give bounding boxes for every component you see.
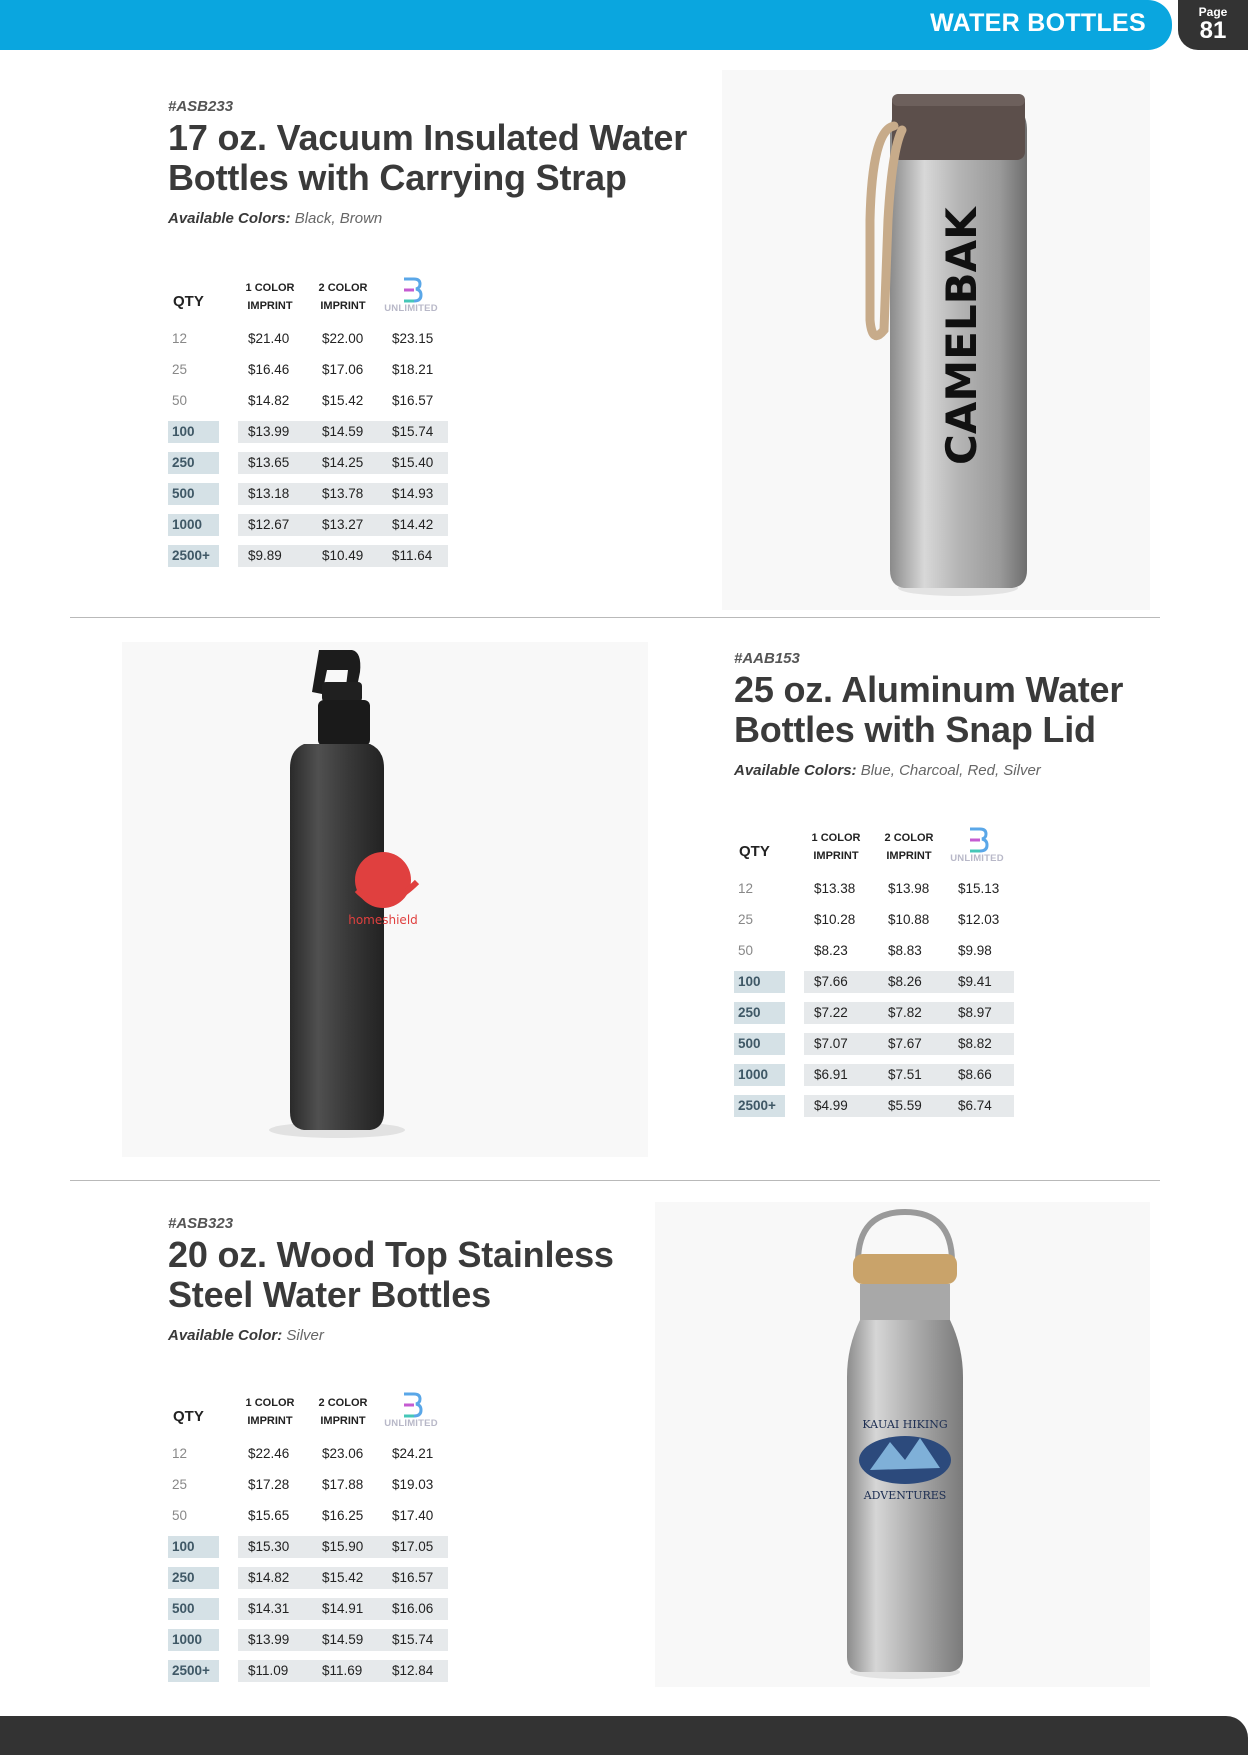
unlimited-price: $16.57	[392, 393, 434, 408]
product-title-line: Steel Water Bottles	[168, 1274, 491, 1315]
price-cells	[238, 452, 448, 474]
unlimited-price: $11.64	[392, 548, 433, 563]
price-cells	[804, 909, 1014, 931]
unlimited-price: $14.42	[392, 517, 434, 532]
unlimited-price: $18.21	[392, 362, 434, 377]
available-colors	[168, 210, 728, 227]
unlimited-header	[380, 1390, 442, 1434]
table-row	[734, 873, 1024, 904]
qty-cell: 1000	[168, 1629, 219, 1651]
one-color-price: $15.30	[248, 1539, 290, 1554]
price-cells	[238, 1505, 448, 1527]
qty-cell: 100	[168, 1536, 219, 1558]
colors-value: Black, Brown	[294, 210, 383, 227]
table-row	[168, 509, 458, 540]
one-color-price: $6.91	[814, 1067, 848, 1082]
available-colors	[734, 762, 1248, 779]
table-row	[168, 385, 458, 416]
header-line: IMPRINT	[247, 300, 293, 312]
one-color-header	[806, 829, 866, 865]
unlimited-price: $24.21	[392, 1446, 434, 1461]
one-color-price: $11.09	[248, 1663, 289, 1678]
two-color-price: $14.59	[322, 424, 364, 439]
one-color-price: $16.46	[248, 362, 290, 377]
one-color-price: $14.82	[248, 393, 290, 408]
table-row	[168, 447, 458, 478]
qty-header: QTY	[739, 843, 770, 860]
two-color-price: $15.90	[322, 1539, 364, 1554]
price-cells	[238, 1598, 448, 1620]
header-line: IMPRINT	[320, 1415, 366, 1427]
one-color-price: $7.66	[814, 974, 848, 989]
qty-cell: 2500+	[734, 1095, 785, 1117]
colors-value: Silver	[286, 1327, 324, 1344]
table-row	[168, 1469, 458, 1500]
header-line: IMPRINT	[886, 850, 932, 862]
table-row	[734, 935, 1024, 966]
table-row	[168, 1624, 458, 1655]
qty-cell: 12	[172, 331, 188, 346]
bottle-brand-text: CAMELBAK	[937, 207, 986, 465]
one-color-price: $17.28	[248, 1477, 290, 1492]
bottle-logo-text-top: KAUAI HIKING	[862, 1418, 948, 1431]
product-info	[734, 650, 1248, 779]
two-color-price: $17.06	[322, 362, 364, 377]
table-row	[168, 1438, 458, 1469]
bottle-image	[655, 1202, 1150, 1687]
table-row	[168, 478, 458, 509]
unlimited-price: $6.74	[958, 1098, 992, 1113]
two-color-header	[313, 279, 373, 315]
qty-cell: 500	[168, 483, 219, 505]
qty-cell: 250	[168, 1567, 219, 1589]
qty-cell: 250	[734, 1002, 785, 1024]
unlimited-price: $8.66	[958, 1067, 992, 1082]
two-color-price: $11.69	[322, 1663, 363, 1678]
unlimited-price: $12.03	[958, 912, 1000, 927]
one-color-price: $4.99	[814, 1098, 848, 1113]
price-cells	[238, 514, 448, 536]
one-color-header	[240, 279, 300, 315]
one-color-price: $22.46	[248, 1446, 290, 1461]
table-row	[168, 1562, 458, 1593]
unlimited-label: UNLIMITED	[950, 853, 1004, 864]
one-color-price: $14.82	[248, 1570, 290, 1585]
unlimited-price: $16.57	[392, 1570, 434, 1585]
one-color-price: $7.22	[814, 1005, 848, 1020]
price-cells	[238, 545, 448, 567]
one-color-price: $13.99	[248, 424, 290, 439]
page-label: Page	[1198, 5, 1228, 19]
product-sku: #ASB233	[168, 98, 234, 115]
qty-cell: 100	[168, 421, 219, 443]
unlimited-price: $8.97	[958, 1005, 992, 1020]
one-color-price: $8.23	[814, 943, 848, 958]
price-cells	[238, 1629, 448, 1651]
header-line: IMPRINT	[813, 850, 859, 862]
unlimited-price: $12.84	[392, 1663, 434, 1678]
table-header	[168, 1382, 458, 1438]
price-cells	[804, 1002, 1014, 1024]
unlimited-logo-icon	[380, 1390, 442, 1420]
table-row	[734, 1028, 1024, 1059]
product-asb233	[0, 60, 1248, 620]
table-row	[168, 1593, 458, 1624]
product-title-line: 17 oz. Vacuum Insulated Water	[168, 117, 688, 158]
unlimited-logo-icon	[380, 275, 442, 305]
qty-cell: 500	[168, 1598, 219, 1620]
qty-cell: 25	[172, 362, 188, 377]
unlimited-price: $8.82	[958, 1036, 992, 1051]
header-line: 1 COLOR	[811, 832, 861, 844]
table-header	[734, 817, 1024, 873]
one-color-header	[240, 1394, 300, 1430]
unlimited-price: $16.06	[392, 1601, 434, 1616]
product-sku: #ASB323	[168, 1215, 234, 1232]
section-title: WATER BOTTLES	[930, 9, 1146, 37]
product-title	[168, 1235, 728, 1315]
two-color-price: $5.59	[888, 1098, 922, 1113]
section-header-bar	[0, 0, 1172, 50]
bottle-logo-text-bottom: ADVENTURES	[863, 1489, 947, 1502]
unlimited-price: $15.74	[392, 1632, 434, 1647]
header-line: 2 COLOR	[318, 282, 368, 294]
qty-cell: 25	[172, 1477, 188, 1492]
header-line: 2 COLOR	[318, 1397, 368, 1409]
qty-cell: 250	[168, 452, 219, 474]
product-info	[168, 1215, 728, 1344]
price-cells	[804, 940, 1014, 962]
header-line: 2 COLOR	[884, 832, 934, 844]
table-row	[168, 1500, 458, 1531]
two-color-header	[879, 829, 939, 865]
table-row	[168, 540, 458, 571]
unlimited-price: $15.13	[958, 881, 1000, 896]
product-title	[168, 118, 728, 198]
two-color-price: $13.78	[322, 486, 364, 501]
price-cells	[238, 483, 448, 505]
one-color-price: $13.18	[248, 486, 290, 501]
qty-cell: 2500+	[168, 545, 219, 567]
one-color-price: $13.65	[248, 455, 290, 470]
two-color-price: $13.98	[888, 881, 930, 896]
unlimited-label: UNLIMITED	[384, 1418, 438, 1429]
product-title-line: 25 oz. Aluminum Water	[734, 669, 1124, 710]
unlimited-price: $14.93	[392, 486, 434, 501]
qty-cell: 100	[734, 971, 785, 993]
one-color-price: $7.07	[814, 1036, 848, 1051]
qty-cell: 12	[172, 1446, 188, 1461]
price-cells	[238, 359, 448, 381]
unlimited-label: UNLIMITED	[384, 303, 438, 314]
price-cells	[804, 971, 1014, 993]
price-cells	[804, 878, 1014, 900]
two-color-price: $17.88	[322, 1477, 364, 1492]
two-color-price: $8.83	[888, 943, 922, 958]
qty-header: QTY	[173, 1408, 204, 1425]
header-line: IMPRINT	[320, 300, 366, 312]
product-photo	[122, 642, 648, 1157]
two-color-price: $7.67	[888, 1036, 922, 1051]
table-row	[168, 354, 458, 385]
table-row	[168, 323, 458, 354]
price-cells	[804, 1064, 1014, 1086]
unlimited-price: $17.40	[392, 1508, 434, 1523]
footer-bar	[0, 1716, 1248, 1755]
qty-cell: 2500+	[168, 1660, 219, 1682]
two-color-price: $22.00	[322, 331, 364, 346]
two-color-price: $14.91	[322, 1601, 364, 1616]
product-photo	[722, 70, 1150, 610]
two-color-price: $15.42	[322, 393, 364, 408]
two-color-price: $16.25	[322, 1508, 364, 1523]
qty-cell: 12	[738, 881, 754, 896]
price-cells	[238, 1567, 448, 1589]
two-color-price: $10.49	[322, 548, 364, 563]
qty-cell: 50	[738, 943, 754, 958]
table-row	[168, 1531, 458, 1562]
price-cells	[238, 328, 448, 350]
two-color-price: $14.59	[322, 1632, 364, 1647]
bottle-logo-text: homeshield	[348, 913, 418, 927]
two-color-price: $13.27	[322, 517, 364, 532]
unlimited-price: $9.98	[958, 943, 992, 958]
table-row	[734, 1090, 1024, 1121]
two-color-price: $7.82	[888, 1005, 922, 1020]
product-asb323	[0, 1200, 1248, 1700]
price-table	[168, 267, 458, 571]
header-line: IMPRINT	[247, 1415, 293, 1427]
one-color-price: $13.99	[248, 1632, 290, 1647]
price-cells	[238, 390, 448, 412]
price-cells	[238, 1443, 448, 1465]
unlimited-header	[380, 275, 442, 319]
price-cells	[238, 1474, 448, 1496]
qty-cell: 25	[738, 912, 754, 927]
colors-label: Available Colors:	[168, 210, 291, 227]
product-sku: #AAB153	[734, 650, 800, 667]
unlimited-logo-icon	[946, 825, 1008, 855]
qty-header: QTY	[173, 293, 204, 310]
price-cells	[804, 1095, 1014, 1117]
section-divider	[70, 1180, 1160, 1181]
product-info	[168, 98, 728, 227]
unlimited-price: $9.41	[958, 974, 992, 989]
colors-value: Blue, Charcoal, Red, Silver	[860, 762, 1041, 779]
two-color-price: $15.42	[322, 1570, 364, 1585]
unlimited-price: $15.74	[392, 424, 434, 439]
qty-cell: 500	[734, 1033, 785, 1055]
unlimited-price: $15.40	[392, 455, 434, 470]
bottle-image	[722, 70, 1150, 610]
one-color-price: $15.65	[248, 1508, 290, 1523]
one-color-price: $9.89	[248, 548, 282, 563]
product-photo	[655, 1202, 1150, 1687]
table-row	[734, 1059, 1024, 1090]
qty-cell: 1000	[734, 1064, 785, 1086]
product-title-line: 20 oz. Wood Top Stainless	[168, 1234, 614, 1275]
table-header	[168, 267, 458, 323]
page-number-tab	[1178, 0, 1248, 50]
two-color-price: $7.51	[888, 1067, 922, 1082]
unlimited-price: $19.03	[392, 1477, 434, 1492]
price-cells	[238, 1660, 448, 1682]
colors-label: Available Color:	[168, 1327, 283, 1344]
table-row	[168, 416, 458, 447]
qty-cell: 50	[172, 393, 188, 408]
price-table	[168, 1382, 458, 1686]
one-color-price: $12.67	[248, 517, 290, 532]
one-color-price: $10.28	[814, 912, 856, 927]
price-table	[734, 817, 1024, 1121]
header-line: 1 COLOR	[245, 282, 295, 294]
price-cells	[804, 1033, 1014, 1055]
unlimited-price: $23.15	[392, 331, 434, 346]
qty-cell: 1000	[168, 514, 219, 536]
section-divider	[70, 617, 1160, 618]
price-cells	[238, 421, 448, 443]
table-row	[168, 1655, 458, 1686]
product-title	[734, 670, 1248, 750]
page-number: 81	[1199, 17, 1227, 44]
one-color-price: $21.40	[248, 331, 290, 346]
product-title-line: Bottles with Snap Lid	[734, 709, 1096, 750]
unlimited-price: $17.05	[392, 1539, 434, 1554]
price-cells	[238, 1536, 448, 1558]
table-row	[734, 966, 1024, 997]
table-row	[734, 904, 1024, 935]
two-color-header	[313, 1394, 373, 1430]
qty-cell: 50	[172, 1508, 188, 1523]
product-title-line: Bottles with Carrying Strap	[168, 157, 627, 198]
product-aab153	[0, 640, 1248, 1160]
unlimited-header	[946, 825, 1008, 869]
two-color-price: $14.25	[322, 455, 364, 470]
header-line: 1 COLOR	[245, 1397, 295, 1409]
table-row	[734, 997, 1024, 1028]
two-color-price: $10.88	[888, 912, 930, 927]
colors-label: Available Colors:	[734, 762, 857, 779]
one-color-price: $13.38	[814, 881, 856, 896]
two-color-price: $8.26	[888, 974, 922, 989]
available-colors	[168, 1327, 728, 1344]
bottle-image	[122, 642, 648, 1157]
one-color-price: $14.31	[248, 1601, 290, 1616]
two-color-price: $23.06	[322, 1446, 364, 1461]
